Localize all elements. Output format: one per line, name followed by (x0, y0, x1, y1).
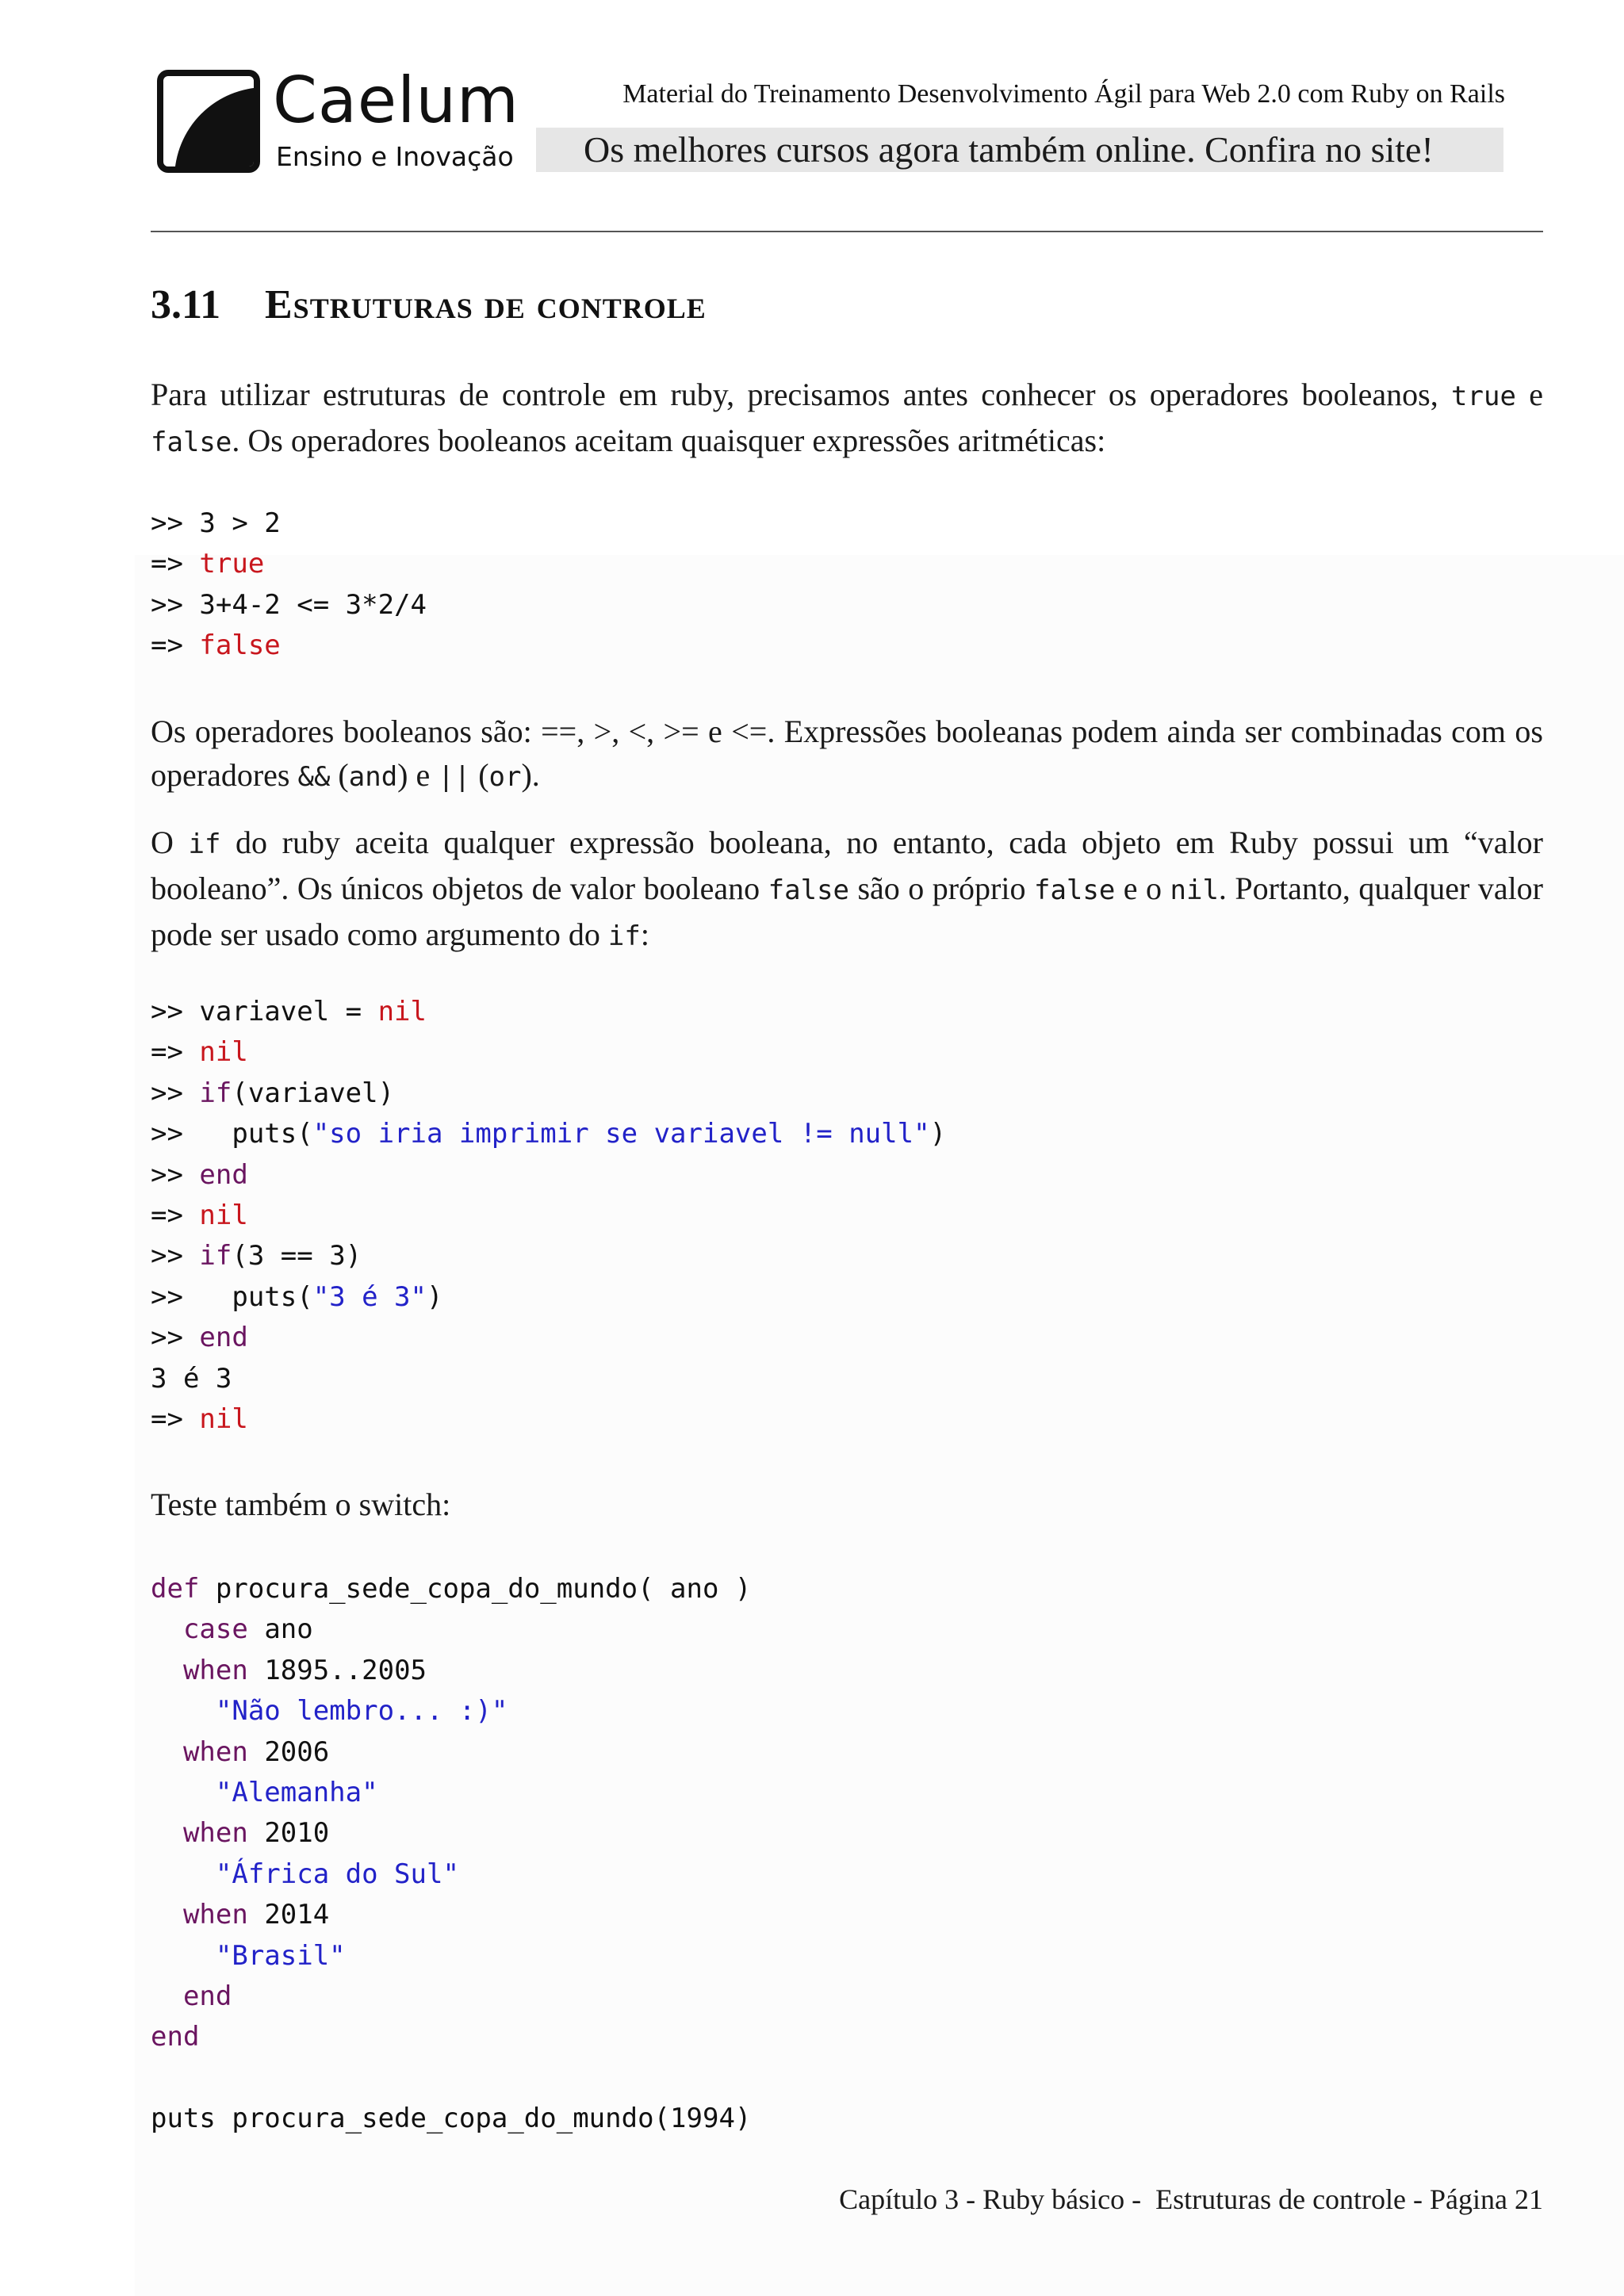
paragraph-intro: Para utilizar estruturas de controle em ruby, precisamos antes conhecer os operadores booleanos, true e false. Os operadores booleanos aceitam quaisquer expressões aritméticas: (151, 377, 1543, 458)
brand-name: Caelum (273, 63, 519, 137)
code-block-if: >> variavel = nil => nil >> if(variavel) >> puts("so iria imprimir se variavel != null") >> end => nil >> if(3 == 3) >> puts("3 é 3") >> end 3 é 3 => nil (151, 996, 947, 1436)
caelum-logo-icon: ✱ (157, 70, 260, 173)
inline-code: if (188, 828, 221, 860)
inline-code: false (768, 874, 850, 906)
promo-banner (536, 128, 1503, 172)
code-block-comparisons: >> 3 > 2 => true >> 3+4-2 <= 3*2/4 => false (151, 507, 427, 662)
inline-code: and (348, 761, 398, 793)
code-block-case: def procura_sede_copa_do_mundo( ano ) case ano when 1895..2005 "Não lembro... :)" when 2006 "Alemanha" when 2010 "África do Sul" when 2014 "Brasil" end end puts procura_sede_copa_do_mundo(1994) (151, 1573, 752, 2135)
header-divider (151, 231, 1543, 232)
inline-code: || (438, 761, 471, 793)
inline-code: false (151, 427, 232, 458)
brand-tagline: Ensino e Inovação (276, 141, 514, 172)
page-header (0, 0, 1624, 238)
paragraph-switch: Teste também o switch: (151, 1487, 451, 1522)
inline-code: if (607, 920, 641, 952)
inline-code: false (1033, 874, 1116, 906)
paragraph-operators: Os operadores booleanos são: ==, >, <, >= e <=. Expressões booleanas podem ainda ser combinadas com os operadores && (and) e || (or). (151, 714, 1543, 793)
inline-code: && (297, 761, 331, 793)
section-number: 3.11 (151, 282, 221, 327)
section-title: Estruturas de controle (265, 282, 707, 327)
page-footer: Capítulo 3 - Ruby básico - Estruturas de controle - Página 21 (839, 2183, 1543, 2215)
material-title: Material do Treinamento Desenvolvimento Ágil para Web 2.0 com Ruby on Rails (622, 79, 1505, 109)
inline-code: or (488, 761, 522, 793)
promo-text: Os melhores cursos agora também online. Confira no site! (584, 129, 1434, 170)
paragraph-if: O if do ruby aceita qualquer expressão booleana, no entanto, cada objeto em Ruby possui um “valor booleano”. Os únicos objetos de valor booleano false são o próprio false e o nil. Portanto, qualquer valor pode ser usado como argumento do if: (151, 825, 1544, 952)
inline-code: true (1451, 381, 1516, 412)
section-heading (151, 277, 707, 333)
inline-code: nil (1170, 874, 1219, 906)
